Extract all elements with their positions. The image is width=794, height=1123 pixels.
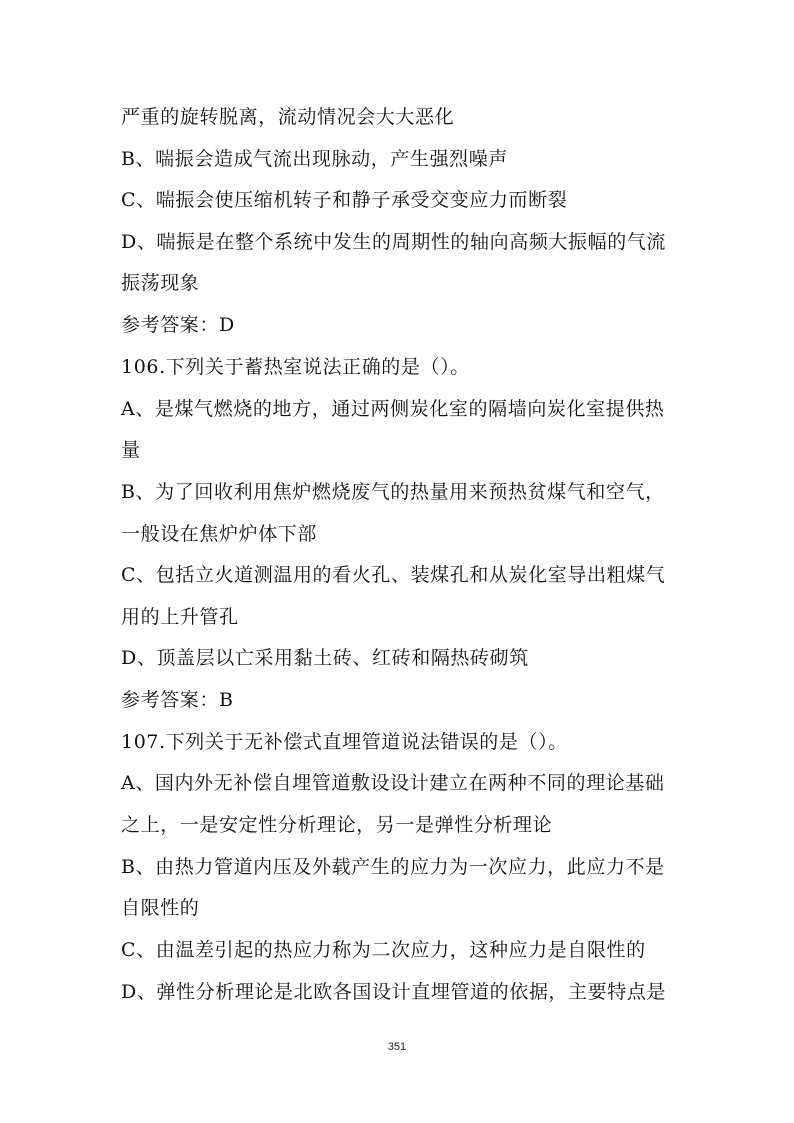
option-b-line: B、喘振会造成气流出现脉动，产生强烈噪声 [121,148,508,170]
text-line: 一般设在焦炉炉体下部 [121,523,318,545]
text-line: 之上，一是安定性分析理论，另一是弹性分析理论 [121,814,553,836]
text-line: 振荡现象 [121,272,200,294]
question-107: 107.下列关于无补偿式直埋管道说法错误的是（）。 [121,731,568,753]
option-b-line: B、为了回收利用焦炉燃烧废气的热量用来预热贫煤气和空气， [121,481,665,503]
text-line: 用的上升管孔 [121,606,239,628]
option-a-line: A、国内外无补偿自埋管道敷设设计建立在两种不同的理论基础 [121,772,665,794]
question-106: 106.下列关于蓄热室说法正确的是（）。 [121,356,470,378]
answer-line: 参考答案：B [121,689,234,711]
answer-line: 参考答案：D [121,314,235,336]
option-d-line: D、喘振是在整个系统中发生的周期性的轴向高频大振幅的气流 [121,231,667,253]
text-line: 严重的旋转脱离，流动情况会大大恶化 [121,106,455,128]
option-d-line: D、弹性分析理论是北欧各国设计直埋管道的依据，主要特点是 [121,981,667,1003]
option-c-line: C、喘振会使压缩机转子和静子承受交变应力而断裂 [121,189,568,211]
option-b-line: B、由热力管道内压及外载产生的应力为一次应力，此应力不是 [121,856,665,878]
option-c-line: C、包括立火道测温用的看火孔、装煤孔和从炭化室导出粗煤气 [121,564,666,586]
page-number: 351 [387,1041,407,1053]
option-d-line: D、顶盖层以亡采用黏土砖、红砖和隔热砖砌筑 [121,647,529,669]
option-c-line: C、由温差引起的热应力称为二次应力，这种应力是自限性的 [121,939,646,961]
text-line: 自限性的 [121,897,200,919]
option-a-line: A、是煤气燃烧的地方，通过两侧炭化室的隔墙向炭化室提供热 [121,398,665,420]
text-line: 量 [121,439,141,461]
